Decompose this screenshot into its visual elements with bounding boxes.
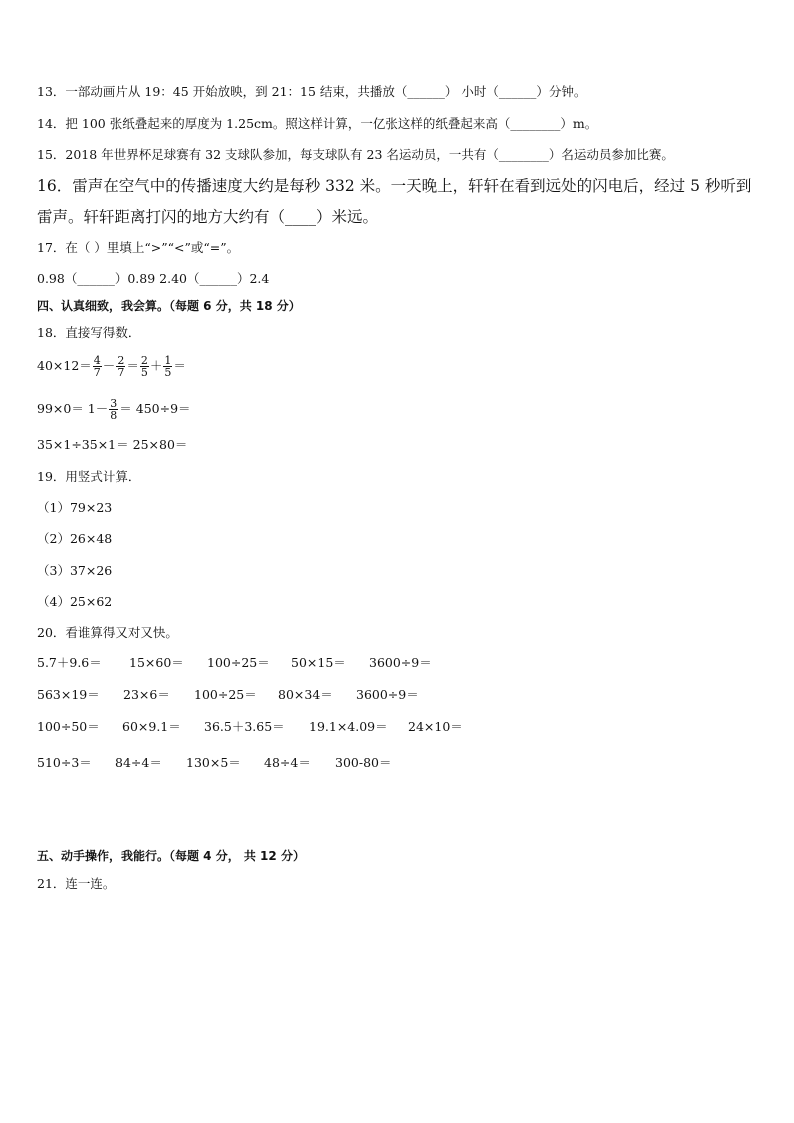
q19-item-2: （2）26×48 bbox=[37, 531, 113, 546]
q20-cell: 19.1×4.09＝ bbox=[309, 719, 388, 734]
q20-cell: 36.5＋3.65＝ bbox=[204, 719, 285, 734]
fraction: $\frac{3}{8}$ bbox=[110, 397, 118, 422]
q20-cell: 100÷25＝ bbox=[207, 655, 270, 670]
q16-line2: 雷声。轩轩距离打闪的地方大约有（____）米远。 bbox=[37, 208, 379, 226]
q20-cell: 50×15＝ bbox=[291, 655, 346, 670]
q20-cell: 300-80＝ bbox=[335, 755, 392, 770]
q18-r1-a: 40×12＝ bbox=[37, 358, 92, 373]
q17-items: 0.98（______）0.89 2.40（______）2.4 bbox=[37, 271, 270, 286]
q18: 18．直接写得数． bbox=[37, 325, 141, 340]
q20-cell: 60×9.1＝ bbox=[122, 719, 181, 734]
q20-cell: 130×5＝ bbox=[186, 755, 241, 770]
q20-cell: 23×6＝ bbox=[123, 687, 170, 702]
q18-row2: 99×0＝ 1－ $\frac{3}{8}$ ＝ 450÷9＝ bbox=[37, 397, 191, 422]
q20-cell: 84÷4＝ bbox=[115, 755, 162, 770]
q18-row1: 40×12＝ $\frac{4}{7}$ － $\frac{2}{7}$ ＝ $\frac{2}{5}$ ＋ $\frac{1}{5}$ ＝ bbox=[37, 354, 186, 379]
q15: 15．2018 年世界杯足球赛有 32 支球队参加，每支球队有 23 名运动员，一共有（________）名运动员参加比赛。 bbox=[37, 147, 674, 162]
q20-cell: 48÷4＝ bbox=[264, 755, 311, 770]
q20-cell: 563×19＝ bbox=[37, 687, 100, 702]
q20-cell: 100÷25＝ bbox=[194, 687, 257, 702]
q19-item-3: （3）37×26 bbox=[37, 563, 113, 578]
q19: 19．用竖式计算． bbox=[37, 469, 141, 484]
q20-cell: 80×34＝ bbox=[278, 687, 333, 702]
section-4-heading: 四、认真细致，我会算。（每题 6 分，共 18 分） bbox=[37, 299, 301, 313]
q19-item-1: （1）79×23 bbox=[37, 500, 113, 515]
q20-cell: 24×10＝ bbox=[408, 719, 463, 734]
q20-cell: 15×60＝ bbox=[129, 655, 184, 670]
q20: 20．看谁算得又对又快。 bbox=[37, 625, 178, 640]
fraction: $\frac{2}{5}$ bbox=[140, 354, 148, 379]
section-5-heading: 五、动手操作，我能行。（每题 4 分， 共 12 分） bbox=[37, 849, 305, 863]
q20-cell: 3600÷9＝ bbox=[356, 687, 419, 702]
q14: 14．把 100 张纸叠起来的厚度为 1.25cm。照这样计算，一亿张这样的纸叠起来高（________）m。 bbox=[37, 116, 598, 131]
fraction: $\frac{2}{7}$ bbox=[117, 354, 125, 379]
q21: 21．连一连。 bbox=[37, 876, 116, 891]
q17: 17．在（ ）里填上“>”“<”或“=”。 bbox=[37, 240, 240, 255]
q19-item-4: （4）25×62 bbox=[37, 594, 113, 609]
q20-cell: 3600÷9＝ bbox=[369, 655, 432, 670]
q16-line1: 16．雷声在空气中的传播速度大约是每秒 332 米。一天晚上，轩轩在看到远处的闪电后，经过 5 秒听到 bbox=[37, 177, 752, 195]
q20-cell: 100÷50＝ bbox=[37, 719, 100, 734]
fraction: $\frac{4}{7}$ bbox=[93, 354, 101, 379]
fraction: $\frac{1}{5}$ bbox=[164, 354, 172, 379]
q13: 13．一部动画片从 19：45 开始放映，到 21：15 结束，共播放（______） 小时（______）分钟。 bbox=[37, 84, 587, 99]
q20-cell: 5.7＋9.6＝ bbox=[37, 655, 102, 670]
q18-row3: 35×1÷35×1＝ 25×80＝ bbox=[37, 437, 188, 452]
q20-cell: 510÷3＝ bbox=[37, 755, 92, 770]
